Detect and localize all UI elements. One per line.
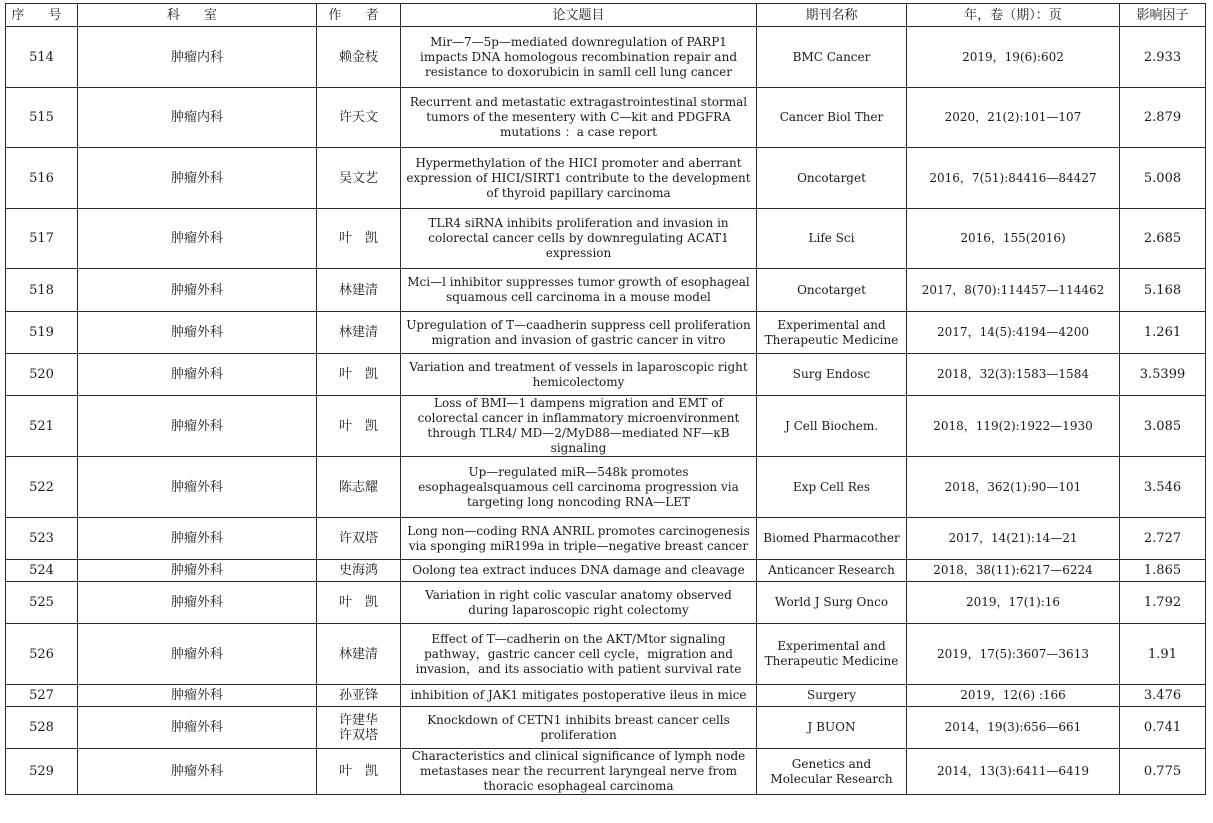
table-row (6, 88, 1206, 148)
cell-title: TLR4 siRNA inhibits proliferation and invasion in colorectal cancer cells by downregulating ACAT1 expression (401, 209, 757, 269)
cell-title: Mci—l inhibitor suppresses tumor growth of esophageal squamous cell carcinoma in a mouse model (401, 269, 757, 312)
cell-vol: 2016，155(2016) (907, 209, 1120, 269)
header-author: 作 者 (317, 4, 401, 27)
cell-title: Loss of BMI—1 dampens migration and EMT of colorectal cancer in inflammatory microenvironment through TLR4/ MD—2/MyD88—mediated NF—κB signaling (401, 396, 757, 457)
cell-author: 吴文艺 (317, 148, 401, 209)
cell-vol: 2019，12(6) :166 (907, 685, 1120, 707)
cell-title: Hypermethylation of the HICI promoter and aberrant expression of HICI/SIRT1 contribute to the development of thyroid papillary carcinoma (401, 148, 757, 209)
cell-title: Characteristics and clinical significance of lymph node metastases near the recurrent laryngeal nerve from thoracic esophageal carcinoma (401, 749, 757, 795)
cell-no: 516 (6, 148, 78, 209)
header-dept: 科 室 (78, 4, 317, 27)
cell-journal: World J Surg Onco (757, 582, 907, 624)
cell-title: Variation in right colic vascular anatomy observed during laparoscopic right colectomy (401, 582, 757, 624)
cell-vol: 2017，8(70):114457—114462 (907, 269, 1120, 312)
cell-journal: J Cell Biochem. (757, 396, 907, 457)
cell-no: 524 (6, 560, 78, 582)
cell-journal: Exp Cell Res (757, 457, 907, 518)
cell-vol: 2017，14(21):14—21 (907, 518, 1120, 560)
cell-author: 陈志耀 (317, 457, 401, 518)
cell-vol: 2014，19(3):656—661 (907, 707, 1120, 749)
table-row (6, 518, 1206, 560)
cell-title: Mir—7—5p—mediated downregulation of PARP1 impacts DNA homologous recombination repair and resistance to doxorubicin in samll cell lung cancer (401, 27, 757, 88)
cell-impact: 2.727 (1120, 518, 1206, 560)
cell-dept: 肿瘤外科 (78, 707, 317, 749)
table-row (6, 457, 1206, 518)
cell-dept: 肿瘤外科 (78, 685, 317, 707)
cell-title: Recurrent and metastatic extragastrointestinal stormal tumors of the mesentery with C—kit and PDGFRA mutations ：a case report (401, 88, 757, 148)
cell-no: 529 (6, 749, 78, 795)
table-row (6, 209, 1206, 269)
cell-dept: 肿瘤外科 (78, 148, 317, 209)
cell-vol: 2019，17(1):16 (907, 582, 1120, 624)
cell-journal: Experimental and Therapeutic Medicine (757, 624, 907, 685)
cell-impact: 1.792 (1120, 582, 1206, 624)
cell-dept: 肿瘤外科 (78, 560, 317, 582)
cell-impact: 2.685 (1120, 209, 1206, 269)
table-row (6, 27, 1206, 88)
cell-impact: 0.775 (1120, 749, 1206, 795)
cell-no: 518 (6, 269, 78, 312)
cell-journal: Anticancer Research (757, 560, 907, 582)
cell-journal: Genetics and Molecular Research (757, 749, 907, 795)
cell-vol: 2017，14(5):4194—4200 (907, 312, 1120, 354)
cell-journal: Surgery (757, 685, 907, 707)
cell-no: 517 (6, 209, 78, 269)
cell-dept: 肿瘤外科 (78, 457, 317, 518)
cell-impact: 5.168 (1120, 269, 1206, 312)
cell-vol: 2018，119(2):1922—1930 (907, 396, 1120, 457)
cell-no: 525 (6, 582, 78, 624)
table-body (6, 27, 1206, 795)
cell-dept: 肿瘤内科 (78, 27, 317, 88)
cell-no: 527 (6, 685, 78, 707)
cell-no: 523 (6, 518, 78, 560)
cell-journal: Cancer Biol Ther (757, 88, 907, 148)
cell-impact: 3.476 (1120, 685, 1206, 707)
cell-dept: 肿瘤外科 (78, 624, 317, 685)
cell-title: Variation and treatment of vessels in laparoscopic right hemicolectomy (401, 354, 757, 396)
cell-author: 孙亚锋 (317, 685, 401, 707)
header-no: 序 号 (6, 4, 78, 27)
cell-journal: BMC Cancer (757, 27, 907, 88)
cell-impact: 1.261 (1120, 312, 1206, 354)
cell-no: 515 (6, 88, 78, 148)
cell-no: 528 (6, 707, 78, 749)
cell-author: 许建华 许双塔 (317, 707, 401, 749)
cell-impact: 0.741 (1120, 707, 1206, 749)
cell-dept: 肿瘤外科 (78, 209, 317, 269)
cell-impact: 1.865 (1120, 560, 1206, 582)
cell-dept: 肿瘤外科 (78, 354, 317, 396)
table-row (6, 396, 1206, 457)
cell-impact: 1.91 (1120, 624, 1206, 685)
cell-impact: 3.5399 (1120, 354, 1206, 396)
cell-dept: 肿瘤外科 (78, 518, 317, 560)
cell-title: Knockdown of CETN1 inhibits breast cancer cells proliferation (401, 707, 757, 749)
table-row (6, 685, 1206, 707)
cell-author: 许天文 (317, 88, 401, 148)
cell-no: 520 (6, 354, 78, 396)
cell-impact: 5.008 (1120, 148, 1206, 209)
header-journal: 期刊名称 (757, 4, 907, 27)
cell-title: Up—regulated miR—548k promotes esophagealsquamous cell carcinoma progression via targeting long noncoding RNA—LET (401, 457, 757, 518)
cell-journal: Life Sci (757, 209, 907, 269)
header-vol: 年，卷（期）：页 (907, 4, 1120, 27)
cell-vol: 2020，21(2):101—107 (907, 88, 1120, 148)
table-row (6, 707, 1206, 749)
cell-author: 叶 凯 (317, 209, 401, 269)
cell-vol: 2018，32(3):1583—1584 (907, 354, 1120, 396)
cell-title: Oolong tea extract induces DNA damage and cleavage (401, 560, 757, 582)
cell-no: 522 (6, 457, 78, 518)
cell-impact: 3.085 (1120, 396, 1206, 457)
cell-dept: 肿瘤外科 (78, 269, 317, 312)
cell-no: 521 (6, 396, 78, 457)
cell-journal: Biomed Pharmacother (757, 518, 907, 560)
table-row (6, 312, 1206, 354)
cell-vol: 2016，7(51):84416—84427 (907, 148, 1120, 209)
cell-title: Long non—coding RNA ANRIL promotes carcinogenesis via sponging miR199a in triple—negative breast cancer (401, 518, 757, 560)
cell-vol: 2014，13(3):6411—6419 (907, 749, 1120, 795)
cell-author: 赖金枝 (317, 27, 401, 88)
cell-journal: Experimental and Therapeutic Medicine (757, 312, 907, 354)
cell-no: 514 (6, 27, 78, 88)
cell-dept: 肿瘤外科 (78, 749, 317, 795)
cell-dept: 肿瘤内科 (78, 88, 317, 148)
cell-journal: Oncotarget (757, 148, 907, 209)
header-impact: 影响因子 (1120, 4, 1206, 27)
cell-author: 叶 凯 (317, 354, 401, 396)
header-title: 论文题目 (401, 4, 757, 27)
cell-author: 叶 凯 (317, 749, 401, 795)
cell-author: 林建清 (317, 269, 401, 312)
table-row (6, 354, 1206, 396)
cell-author: 叶 凯 (317, 396, 401, 457)
cell-vol: 2018，362(1):90—101 (907, 457, 1120, 518)
cell-journal: Oncotarget (757, 269, 907, 312)
cell-title: inhibition of JAK1 mitigates postoperative ileus in mice (401, 685, 757, 707)
cell-author: 许双塔 (317, 518, 401, 560)
header-row (6, 4, 1206, 27)
cell-author: 林建清 (317, 624, 401, 685)
cell-author: 林建清 (317, 312, 401, 354)
cell-vol: 2019，19(6):602 (907, 27, 1120, 88)
cell-journal: J BUON (757, 707, 907, 749)
cell-vol: 2019，17(5):3607—3613 (907, 624, 1120, 685)
cell-dept: 肿瘤外科 (78, 396, 317, 457)
table-row (6, 749, 1206, 795)
cell-vol: 2018，38(11):6217—6224 (907, 560, 1120, 582)
table-row (6, 560, 1206, 582)
cell-title: Upregulation of T—caadherin suppress cell proliferation migration and invasion of gastric cancer in vitro (401, 312, 757, 354)
cell-dept: 肿瘤外科 (78, 312, 317, 354)
cell-title: Effect of T—cadherin on the AKT/Mtor signaling pathway，gastric cancer cell cycle，migration and invasion，and its associatio with patient survival rate (401, 624, 757, 685)
cell-journal: Surg Endosc (757, 354, 907, 396)
publications-table (5, 3, 1206, 795)
table-row (6, 269, 1206, 312)
cell-impact: 2.879 (1120, 88, 1206, 148)
table-row (6, 582, 1206, 624)
table-row (6, 624, 1206, 685)
cell-no: 519 (6, 312, 78, 354)
cell-no: 526 (6, 624, 78, 685)
cell-author: 史海鸿 (317, 560, 401, 582)
cell-impact: 2.933 (1120, 27, 1206, 88)
cell-dept: 肿瘤外科 (78, 582, 317, 624)
table-row (6, 148, 1206, 209)
cell-author: 叶 凯 (317, 582, 401, 624)
cell-impact: 3.546 (1120, 457, 1206, 518)
